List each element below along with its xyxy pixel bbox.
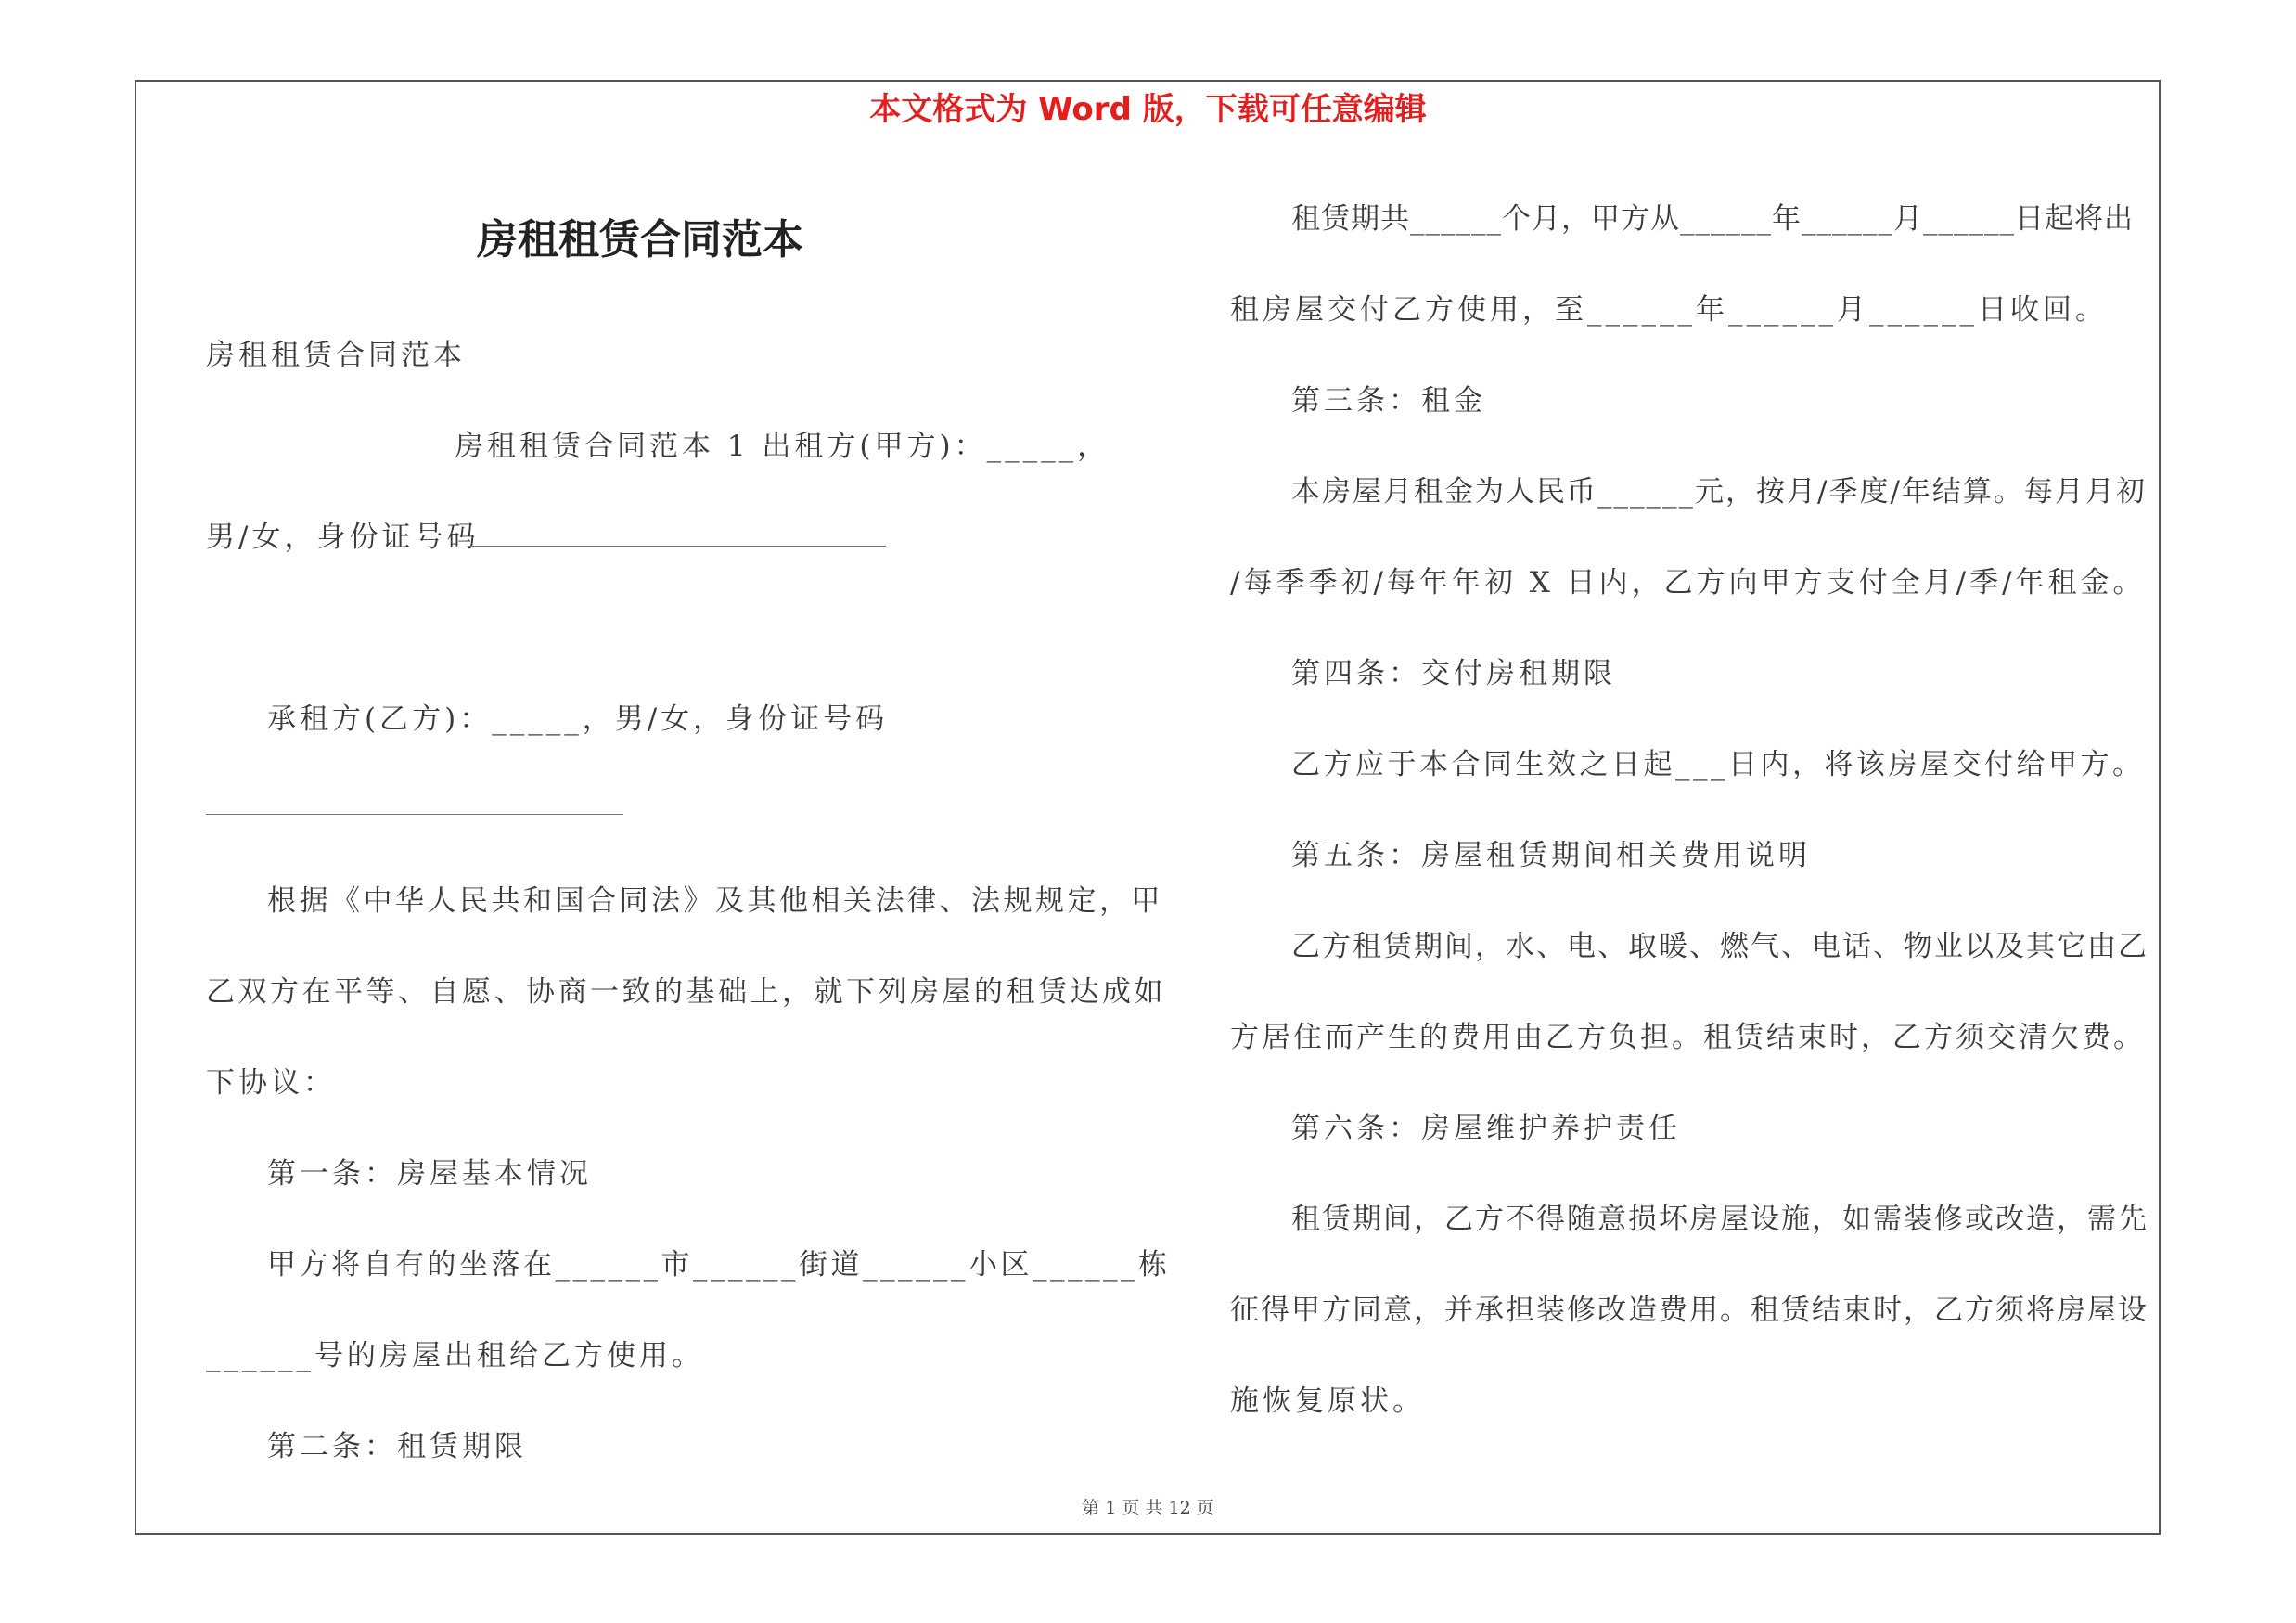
left-line-subtitle: 房租租赁合同范本	[206, 339, 466, 372]
right-line-term-2: 租房屋交付乙方使用，至______年______月______日收回。	[1230, 293, 2108, 327]
right-line-term-1: 租赁期共______个月，甲方从______年______月______日起将出	[1291, 202, 2134, 236]
article-3-text-2: /每季季初/每年年初 X 日内，乙方向甲方支付全月/季/年租金。	[1230, 566, 2146, 599]
article-5-heading: 第五条：房屋租赁期间相关费用说明	[1291, 839, 1811, 872]
article-6-text-1: 租赁期间，乙方不得随意损坏房屋设施，如需装修或改造，需先	[1291, 1203, 2148, 1236]
article-1-heading: 第一条：房屋基本情况	[267, 1157, 592, 1191]
left-line-preamble-3: 下协议：	[206, 1066, 336, 1100]
lessee-id-blank	[206, 814, 623, 815]
document-title: 房租租赁合同范本	[477, 216, 803, 264]
left-line-preamble-2: 乙双方在平等、自愿、协商一致的基础上，就下列房屋的租赁达成如	[206, 975, 1166, 1009]
article-1-text-1: 甲方将自有的坐落在______市______街道______小区______栋	[267, 1248, 1171, 1282]
article-6-text-3: 施恢复原状。	[1230, 1385, 1425, 1418]
article-3-heading: 第三条：租金	[1291, 384, 1486, 418]
left-line-lessor: 房租租赁合同范本 1 出租方(甲方)：_____，	[455, 430, 1110, 463]
page-number: 第 1 页 共 12 页	[1082, 1498, 1214, 1518]
article-6-text-2: 征得甲方同意，并承担装修改造费用。租赁结束时，乙方须将房屋设	[1230, 1294, 2148, 1327]
article-5-text-2: 方居住而产生的费用由乙方负担。租赁结束时，乙方须交清欠费。	[1230, 1021, 2145, 1054]
article-5-text-1: 乙方租赁期间，水、电、取暖、燃气、电话、物业以及其它由乙	[1291, 930, 2148, 963]
left-line-preamble-1: 根据《中华人民共和国合同法》及其他相关法律、法规规定，甲	[267, 884, 1163, 918]
article-3-text-1: 本房屋月租金为人民币______元，按月/季度/年结算。每月月初	[1291, 475, 2147, 509]
article-6-heading: 第六条：房屋维护养护责任	[1291, 1112, 1681, 1145]
article-4-text: 乙方应于本合同生效之日起___日内，将该房屋交付给甲方。	[1291, 748, 2145, 781]
editable-word-banner: 本文格式为 Word 版，下载可任意编辑	[869, 91, 1427, 128]
article-2-heading: 第二条：租赁期限	[267, 1430, 527, 1463]
left-line-lessee: 承租方(乙方)：_____，男/女，身份证号码	[267, 702, 889, 736]
article-4-heading: 第四条：交付房租期限	[1291, 657, 1616, 690]
lessor-id-blank	[468, 546, 886, 547]
left-line-lessor-id: 男/女，身份证号码	[206, 521, 480, 554]
article-1-text-2: ______号的房屋出租给乙方使用。	[206, 1339, 704, 1372]
